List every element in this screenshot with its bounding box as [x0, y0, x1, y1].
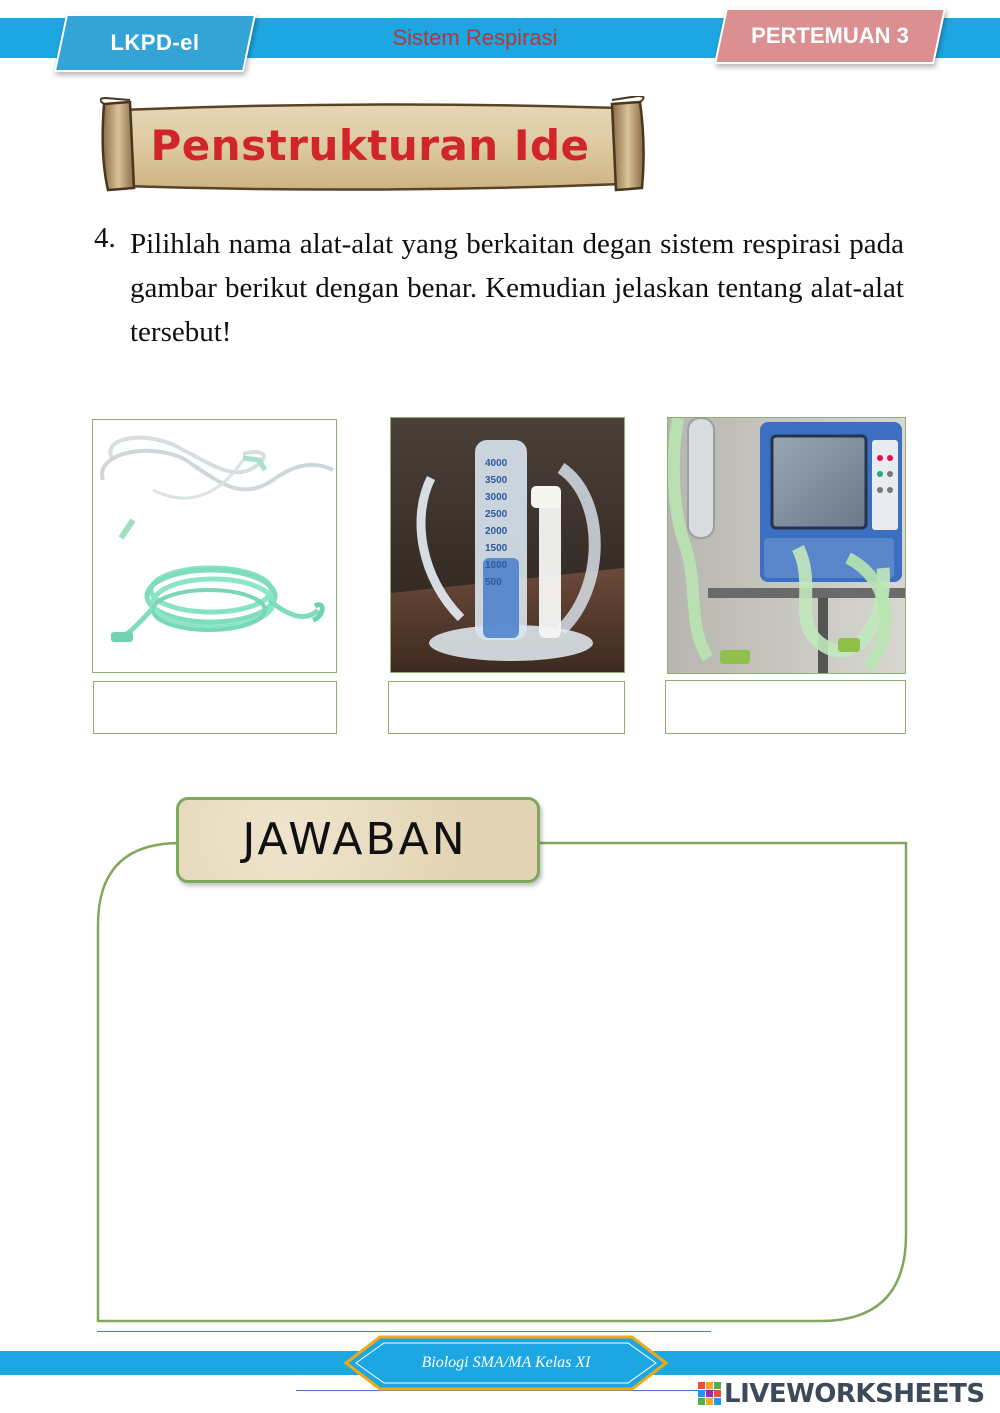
header-left-tab-label: LKPD-el — [110, 30, 200, 55]
oxygen-nasal-cannula-photo-icon — [93, 420, 336, 672]
header-title: Sistem Respirasi — [392, 25, 558, 50]
liveworksheets-logo-icon — [698, 1382, 722, 1406]
scale-label: 500 — [485, 577, 502, 588]
answer-label: JAWABAN — [242, 814, 468, 865]
scale-label: 1500 — [485, 543, 508, 554]
incentive-spirometer-photo-icon — [391, 418, 624, 672]
scale-label: 3500 — [485, 475, 508, 486]
answer-field-1[interactable] — [93, 681, 337, 734]
footer-rule-top — [97, 1331, 711, 1332]
header-right-tab-label: PERTEMUAN 3 — [751, 23, 909, 48]
scale-label: 2500 — [485, 509, 508, 520]
section-title: Penstrukturan Ide — [150, 121, 590, 170]
answer-field-2[interactable] — [388, 681, 625, 734]
liveworksheets-brand[interactable]: LIVEWORKSHEETS — [724, 1379, 985, 1409]
answer-textarea[interactable] — [98, 880, 904, 1315]
spirometer-image — [390, 417, 625, 673]
scale-label: 1000 — [485, 560, 508, 571]
mechanical-ventilator-photo-icon — [668, 418, 905, 673]
answer-field-3[interactable] — [665, 680, 906, 734]
footer-subject: Biologi SMA/MA Kelas XI — [421, 1354, 591, 1371]
nasal-cannula-image — [92, 419, 337, 673]
question-number: 4. — [94, 222, 116, 254]
scale-label: 3000 — [485, 492, 508, 503]
ventilator-image — [667, 417, 906, 674]
scale-label: 4000 — [485, 458, 508, 469]
scale-label: 2000 — [485, 526, 508, 537]
question-text: Pilihlah nama alat-alat yang berkaitan degan sistem respirasi pada gambar berikut dengan benar. Kemudian jelaskan tentang alat-alat tersebut! — [130, 228, 904, 348]
